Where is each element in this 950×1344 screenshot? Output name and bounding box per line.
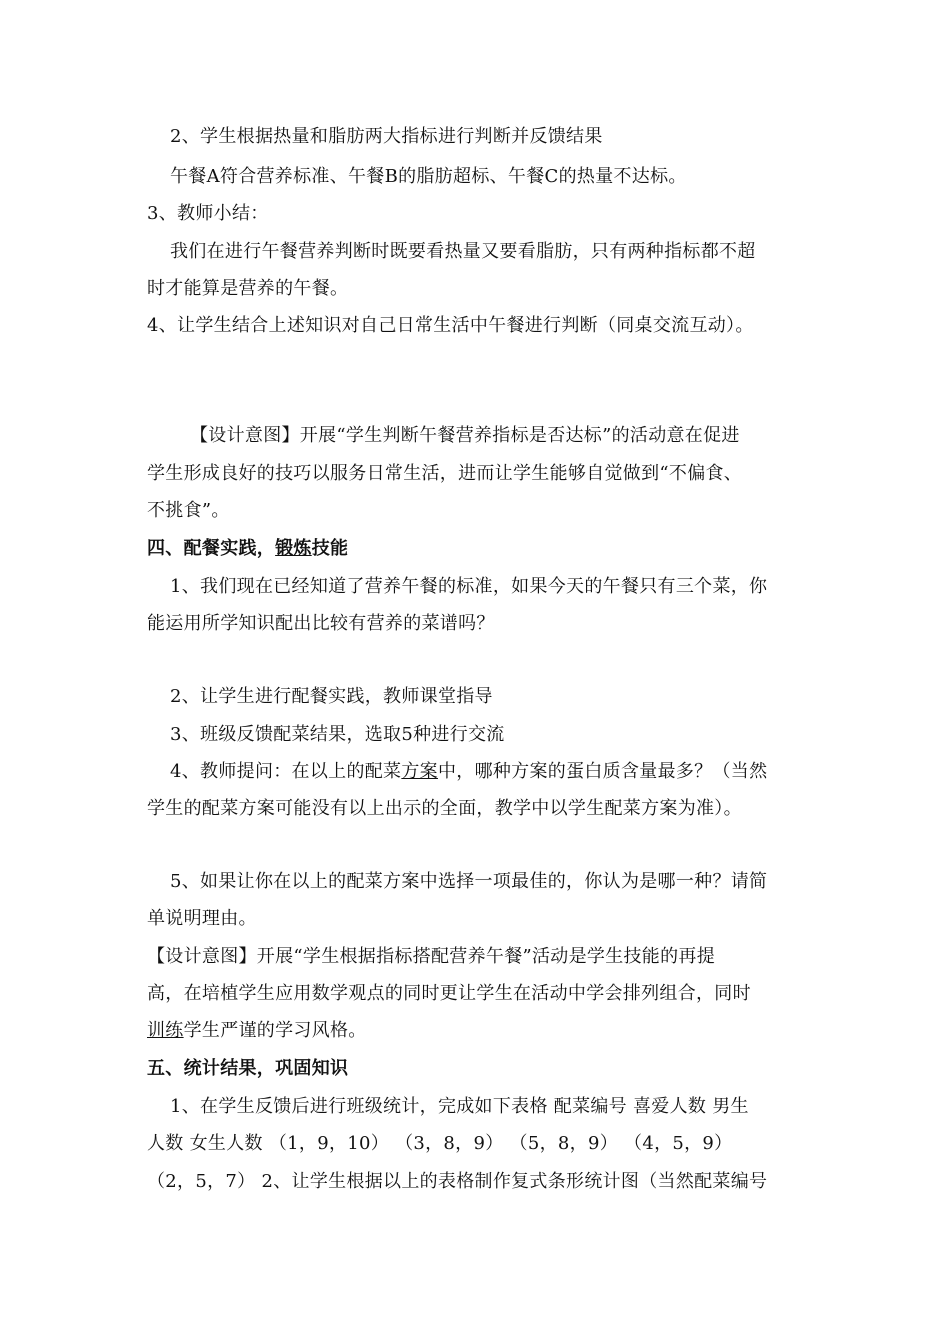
design-intent-line: 【设计意图】开展“学生根据指标搭配营养午餐”活动是学生技能的再提 <box>147 946 716 967</box>
section-heading: 五、统计结果，巩固知识 <box>147 1058 349 1079</box>
paragraph-line: 学生的配菜方案可能没有以上出示的全面，教学中以学生配菜方案为准）。 <box>147 798 742 819</box>
heading-underlined-text: 锻炼 <box>275 538 312 559</box>
paragraph-line: 午餐A符合营养标准、午餐B的脂肪超标、午餐C的热量不达标。 <box>170 166 687 187</box>
paragraph-line: 能运用所学知识配出比较有营养的菜谱吗？ <box>147 613 495 634</box>
design-intent-line: 【设计意图】开展“学生判断午餐营养指标是否达标”的活动意在促进 <box>190 425 740 446</box>
heading-text: 四、配餐实践， <box>147 538 276 559</box>
paragraph-line: 不挑食”。 <box>147 500 230 521</box>
text-run: 学生严谨的学习风格。 <box>183 1020 367 1041</box>
paragraph-line: 1、在学生反馈后进行班级统计，完成如下表格 配菜编号 喜爱人数 男生 <box>170 1096 749 1117</box>
paragraph-line <box>170 760 767 784</box>
paragraph-line: 我们在进行午餐营养判断时既要看热量又要看脂肪，只有两种指标都不超 <box>170 241 756 262</box>
paragraph-line: 2、学生根据热量和脂肪两大指标进行判断并反馈结果 <box>170 126 603 147</box>
underlined-text: 方案 <box>401 761 438 782</box>
text-run: 4、教师提问：在以上的配菜 <box>170 761 402 782</box>
section-heading <box>147 537 348 561</box>
paragraph-line: （2，5，7） 2、让学生根据以上的表格制作复式条形统计图（当然配菜编号 <box>147 1171 768 1192</box>
paragraph-line: 2、让学生进行配餐实践，教师课堂指导 <box>170 686 493 707</box>
paragraph-line: 时才能算是营养的午餐。 <box>147 278 349 299</box>
paragraph-line: 5、如果让你在以上的配菜方案中选择一项最佳的，你认为是哪一种？请简 <box>170 871 768 892</box>
text-run: 中，哪种方案的蛋白质含量最多？（当然 <box>437 761 768 782</box>
paragraph-line: 高，在培植学生应用数学观点的同时更让学生在活动中学会排列组合，同时 <box>147 983 751 1004</box>
paragraph-line <box>147 1019 367 1043</box>
underlined-text: 训练 <box>147 1020 184 1041</box>
paragraph-line: 3、教师小结： <box>147 203 269 224</box>
paragraph-line: 3、班级反馈配菜结果，选取5种进行交流 <box>170 724 505 745</box>
paragraph-line: 单说明理由。 <box>147 908 257 929</box>
heading-text: 技能 <box>311 538 349 559</box>
paragraph-line: 学生形成良好的技巧以服务日常生活，进而让学生能够自觉做到“不偏食、 <box>147 463 743 484</box>
paragraph-line: 1、我们现在已经知道了营养午餐的标准，如果今天的午餐只有三个菜，你 <box>170 576 768 597</box>
paragraph-line: 4、让学生结合上述知识对自己日常生活中午餐进行判断（同桌交流互动）。 <box>147 315 754 336</box>
paragraph-line: 人数 女生人数 （1，9，10） （3，8，9） （5，8，9） （4，5，9） <box>147 1133 733 1154</box>
